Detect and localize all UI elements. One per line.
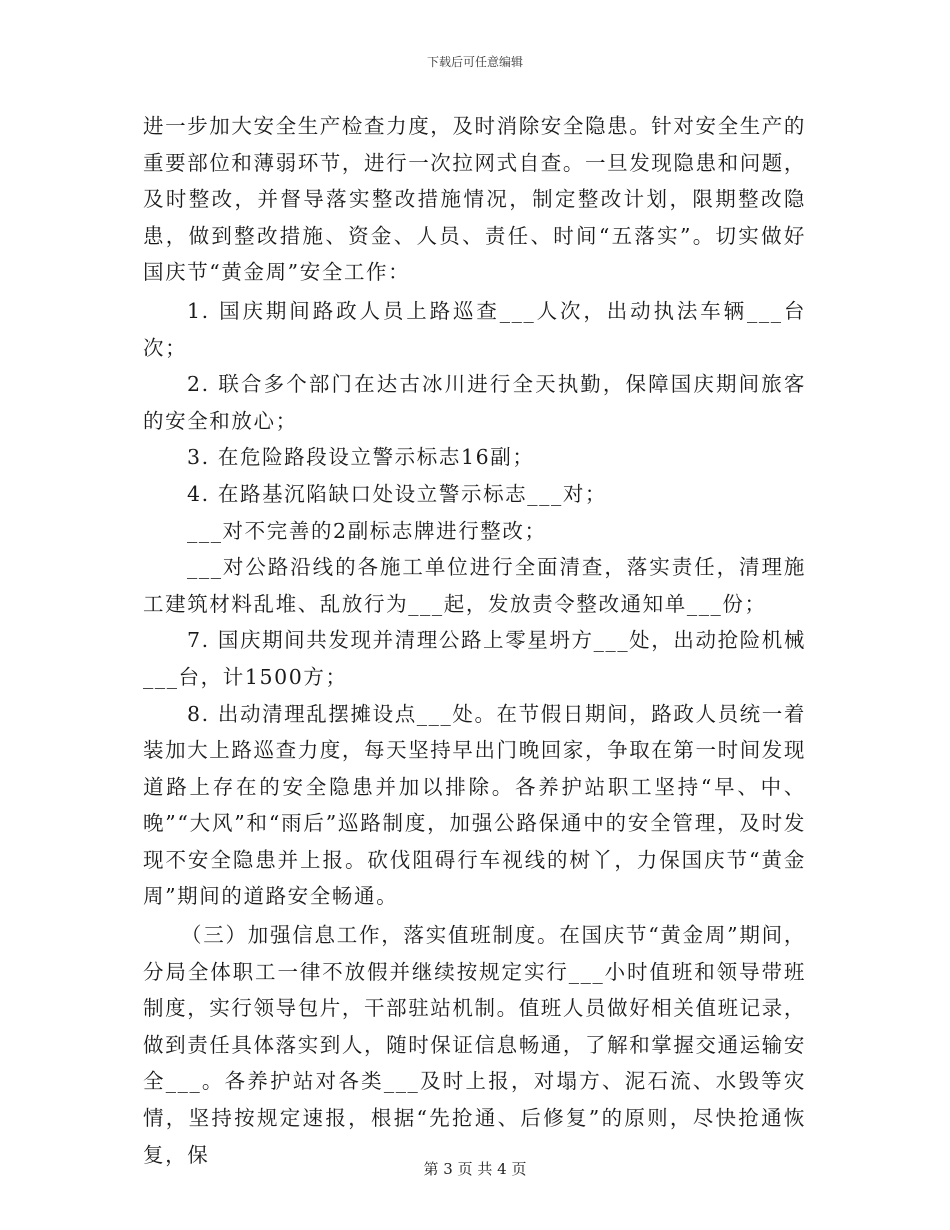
list-item-2: 2. 联合多个部门在达古冰川进行全天执勤，保障国庆期间旅客的安全和放心； — [143, 372, 806, 433]
section-three-paragraph: （三）加强信息工作，落实值班制度。在国庆节“黄金周”期间，分局全体职工一律不放假并继续按规定实行___小时值班和领导带班制度，实行领导包片，干部驻站机制。值班人员做好相关值班记录，做到责任具体落实到人，随时保证信息畅通，了解和掌握交通运输安全___。各养护站对各类___及时上报，对塌方、泥石流、水毁等灾情，坚持按规定速报，根据“先抢通、后修复”的原则，尽快抢通恢复，保 — [143, 923, 806, 1167]
list-item-7: 7. 国庆期间共发现并清理公路上零星坍方___处，出动抢险机械___台，计1500方； — [143, 628, 806, 689]
list-item-4: 4. 在路基沉陷缺口处设立警示标志___对； — [187, 481, 608, 506]
page-footer: 第 3 页 共 4 页 — [423, 1160, 527, 1178]
paragraph-intro: 进一步加大安全生产检查力度，及时消除安全隐患。针对安全生产的重要部位和薄弱环节，进行一次拉网式自查。一旦发现隐患和问题，及时整改，并督导落实整改措施情况，制定整改计划，限期整改隐患，做到整改措施、资金、人员、责任、时间“五落实”。切实做好国庆节“黄金周”安全工作： — [143, 114, 806, 285]
list-item-3: 3. 在危险路段设立警示标志16副； — [187, 445, 535, 470]
page-header: 下载后可任意编辑 — [426, 55, 523, 69]
list-item-8: 8. 出动清理乱摆摊设点___处。在节假日期间，路政人员统一着装加大上路巡查力度，每天坚持早出门晚回家，争取在第一时间发现道路上存在的安全隐患并加以排除。各养护站职工坚持“早、中、晚”“大风”和“雨后”巡路制度，加强公路保通中的安全管理，及时发现不安全隐患并上报。砍伐阻碍行车视线的树丫，力保国庆节“黄金周”期间的道路安全畅通。 — [143, 701, 806, 909]
document-body — [143, 108, 806, 1173]
list-item-1: 1. 国庆期间路政人员上路巡查___人次，出动执法车辆___台次； — [143, 298, 806, 360]
list-item-5: ___对不完善的2副标志牌进行整改； — [187, 518, 547, 543]
list-item-6: ___对公路沿线的各施工单位进行全面清查，落实责任，清理施工建筑材料乱堆、乱放行为___起，发放责令整改通知单___份； — [143, 555, 806, 616]
